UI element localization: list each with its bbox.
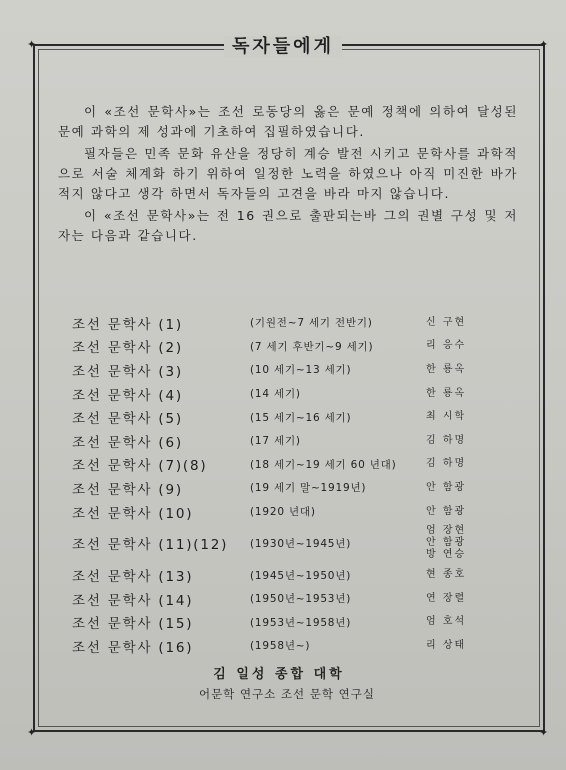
volume-row <box>72 500 512 524</box>
volume-authors <box>422 458 512 470</box>
volume-row <box>72 311 512 335</box>
volume-authors <box>422 317 512 329</box>
author-name: 방 연승 <box>426 549 467 561</box>
author-name: 안 함광 <box>426 505 467 517</box>
volume-row <box>72 587 512 611</box>
volume-period: (15 세기~16 세기) <box>250 411 352 424</box>
volume-title: 조선 문학사 (6) <box>72 434 183 451</box>
volume-authors <box>422 340 512 352</box>
author-name: 엄 장현 <box>426 525 467 537</box>
volume-row <box>72 563 512 587</box>
author-name: 현 종호 <box>426 569 467 581</box>
volume-row <box>72 523 512 563</box>
volume-row <box>72 634 512 658</box>
page-title <box>0 32 566 58</box>
volume-authors <box>422 525 512 561</box>
author-name: 한 룡옥 <box>426 387 467 399</box>
star-ornament-icon: ✦ <box>539 726 549 739</box>
volume-authors <box>422 640 512 652</box>
volume-row <box>72 335 512 359</box>
volume-title: 조선 문학사 (4) <box>72 387 183 404</box>
author-name: 한 룡옥 <box>426 363 467 375</box>
volume-period: (1930년~1945년) <box>250 537 352 550</box>
author-name: 리 상태 <box>426 639 467 651</box>
volume-title: 조선 문학사 (14) <box>72 592 194 609</box>
volume-row <box>72 476 512 500</box>
volume-row <box>72 358 512 382</box>
page-title-text: 독자들에게 <box>224 36 342 57</box>
star-ornament-icon: ✦ <box>539 38 549 51</box>
volume-row <box>72 429 512 453</box>
author-name: 안 함광 <box>426 537 467 549</box>
author-name: 최 시학 <box>426 411 467 423</box>
publisher-institute: 어문학 연구소 조선 문학 연구실 <box>198 687 376 701</box>
author-name: 신 구현 <box>426 316 467 328</box>
volume-authors <box>422 593 512 605</box>
intro-paragraph: 필자들은 민족 문화 유산을 정당히 계승 발전 시키고 문학사를 과학적으로 서술 체계화 하기 위하여 일정한 노력을 하였으나 아직 미진한 바가 적지 않다고 생각 하면서 독자들의 고견을 바라 마지 않습니다. <box>58 146 518 201</box>
volume-period: (18 세기~19 세기 60 년대) <box>250 458 397 471</box>
volume-title: 조선 문학사 (3) <box>72 363 183 380</box>
volume-authors <box>422 435 512 447</box>
volume-title: 조선 문학사 (7)(8) <box>72 458 208 475</box>
volume-authors <box>422 364 512 376</box>
volume-period: (1953년~1958년) <box>250 616 352 629</box>
intro-paragraph: 이 «조선 문학사»는 전 16 권으로 출판되는바 그의 권별 구성 및 저자는 다음과 같습니다. <box>58 208 518 243</box>
volume-authors <box>422 388 512 400</box>
volume-authors <box>422 506 512 518</box>
volume-row <box>72 453 512 477</box>
publisher-university: 김 일성 종합 대학 <box>213 667 345 682</box>
volume-authors <box>422 482 512 494</box>
author-name: 김 하명 <box>426 434 467 446</box>
volume-title: 조선 문학사 (1) <box>72 316 183 333</box>
volume-title: 조선 문학사 (15) <box>72 616 194 633</box>
volume-period: (14 세기) <box>250 388 301 401</box>
author-name: 안 함광 <box>426 481 467 493</box>
author-name: 엄 호석 <box>426 616 467 628</box>
volume-period: (기원전~7 세기 전반기) <box>250 317 373 330</box>
volume-title: 조선 문학사 (13) <box>72 569 194 586</box>
volume-period: (10 세기~13 세기) <box>250 364 352 377</box>
author-name: 연 장렬 <box>426 592 467 604</box>
volume-title: 조선 문학사 (9) <box>72 481 183 498</box>
volume-title: 조선 문학사 (11)(12) <box>72 537 229 554</box>
volume-period: (1945년~1950년) <box>250 569 352 582</box>
star-ornament-icon: ✦ <box>27 38 37 51</box>
volume-row <box>72 382 512 406</box>
volume-title: 조선 문학사 (2) <box>72 340 183 357</box>
volume-period: (7 세기 후반기~9 세기) <box>250 340 374 353</box>
volume-title: 조선 문학사 (16) <box>72 639 194 656</box>
volume-row <box>72 405 512 429</box>
volume-period: (17 세기) <box>250 435 301 448</box>
intro-text <box>58 102 518 248</box>
volume-row <box>72 611 512 635</box>
volume-period: (1958년~) <box>250 640 311 653</box>
volume-list <box>72 311 512 658</box>
volume-period: (1950년~1953년) <box>250 593 352 606</box>
volume-title: 조선 문학사 (10) <box>72 505 194 522</box>
author-name: 김 하명 <box>426 458 467 470</box>
author-name: 리 응수 <box>426 340 467 352</box>
star-ornament-icon: ✦ <box>27 726 37 739</box>
volume-title: 조선 문학사 (5) <box>72 411 183 428</box>
volume-period: (19 세기 말~1919년) <box>250 482 367 495</box>
volume-authors <box>422 569 512 581</box>
volume-period: (1920 년대) <box>250 506 316 519</box>
intro-paragraph: 이 «조선 문학사»는 조선 로동당의 옳은 문예 정책에 의하여 달성된 문예 과학의 제 성과에 기초하여 집필하였습니다. <box>58 104 518 139</box>
volume-authors <box>422 411 512 423</box>
volume-authors <box>422 616 512 628</box>
